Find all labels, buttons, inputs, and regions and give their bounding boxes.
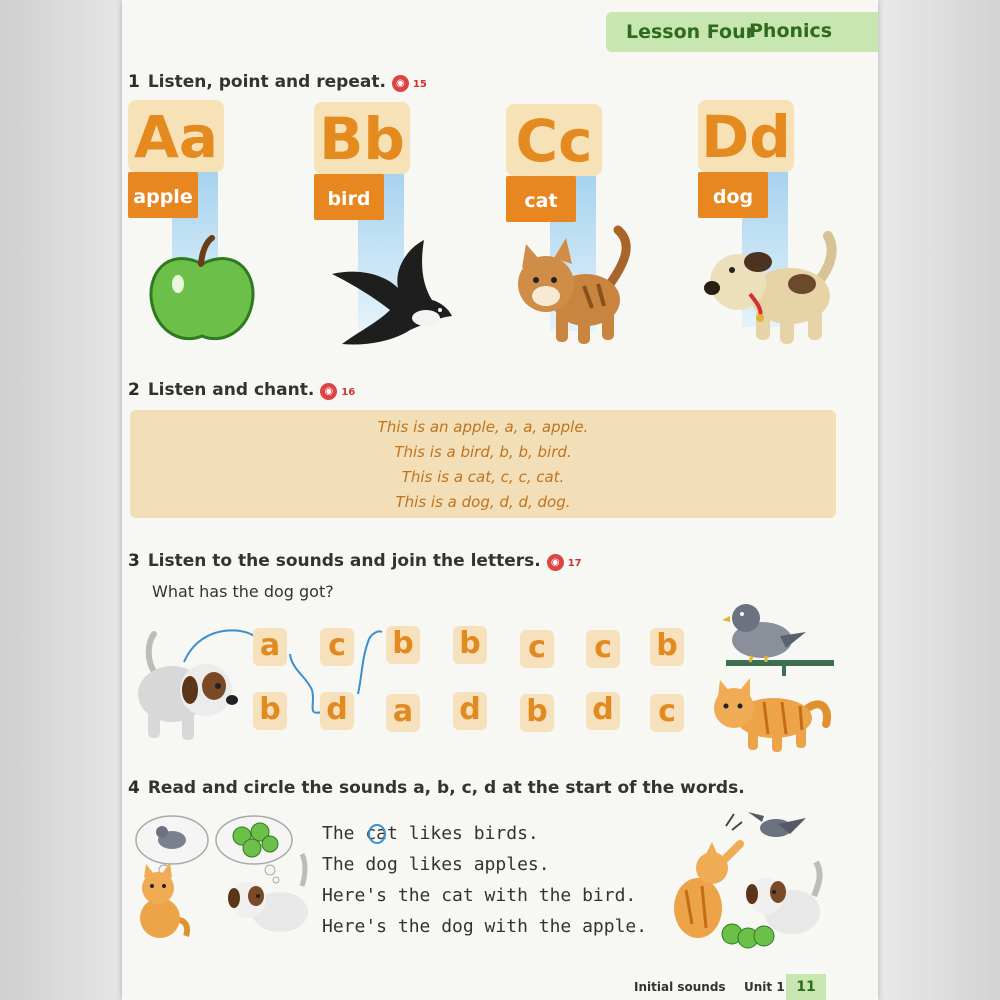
letter-tile[interactable]: b <box>650 628 684 666</box>
lesson-topic: Phonics <box>749 20 833 42</box>
exercise-1-instruction <box>128 72 427 92</box>
exercise-3-question: What has the dog got? <box>152 582 334 601</box>
chant-line: This is a cat, c, c, cat. <box>401 468 565 486</box>
exercise-number: 1 <box>128 72 140 92</box>
book-left-edge <box>0 0 122 1000</box>
thinking-animals-illustration <box>130 812 320 942</box>
chant-box <box>130 410 836 518</box>
cat-icon <box>514 224 634 348</box>
letter-tile[interactable]: b <box>520 694 554 732</box>
letter-tile[interactable]: c <box>586 630 620 668</box>
letter-tile[interactable]: d <box>320 692 354 730</box>
footer-unit: Unit 1 <box>744 980 785 994</box>
letter-tile[interactable]: b <box>453 626 487 664</box>
exercise-number: 2 <box>128 380 140 400</box>
bird-icon <box>726 600 838 680</box>
card-word: apple <box>128 172 198 218</box>
lesson-header <box>606 12 878 52</box>
letter-tile[interactable]: b <box>253 692 287 730</box>
letter-tile[interactable]: a <box>253 628 287 666</box>
letter-tile[interactable]: c <box>650 694 684 732</box>
letter-pair: Bb <box>314 102 410 174</box>
chant-line: This is a dog, d, d, dog. <box>395 493 571 511</box>
exercise-number: 3 <box>128 551 140 571</box>
track-number: 16 <box>341 387 356 398</box>
letter-pair: Cc <box>506 104 602 176</box>
exercise-4-instruction <box>128 778 745 798</box>
letter-tile[interactable]: c <box>320 628 354 666</box>
letter-tile[interactable]: d <box>586 692 620 730</box>
exercise-2-instruction <box>128 380 355 400</box>
textbook-page <box>122 0 878 1000</box>
card-word: bird <box>314 174 384 220</box>
lesson-title: Lesson Four <box>626 21 755 43</box>
cd-audio-icon[interactable]: ◉ <box>547 554 564 571</box>
letter-tile[interactable]: c <box>520 630 554 668</box>
cd-audio-icon[interactable]: ◉ <box>320 383 337 400</box>
apple-icon <box>146 236 258 346</box>
chant-line: This is a bird, b, b, bird. <box>394 443 572 461</box>
letter-pair: Aa <box>128 100 224 172</box>
track-number: 15 <box>412 79 427 90</box>
book-right-edge <box>878 0 1000 1000</box>
instruction-text: Listen to the sounds and join the letters. <box>147 551 541 571</box>
circle-mark-icon <box>366 822 388 846</box>
page-number: 11 <box>786 974 826 1000</box>
sentence[interactable]: Here's the dog with the apple. <box>322 916 648 937</box>
exercise-number: 4 <box>128 778 140 798</box>
track-number: 17 <box>567 558 582 569</box>
chant-line: This is an apple, a, a, apple. <box>377 418 589 436</box>
instruction-text: Listen, point and repeat. <box>147 72 386 92</box>
sentence[interactable]: The dog likes apples. <box>322 854 550 875</box>
dog-icon <box>702 232 842 348</box>
cat-dog-illustration <box>666 812 826 950</box>
letter-tile[interactable]: d <box>453 692 487 730</box>
instruction-text: Listen and chant. <box>147 380 315 400</box>
instruction-text: Read and circle the sounds a, b, c, d at the start of the words. <box>147 778 745 798</box>
card-word: dog <box>698 172 768 218</box>
letter-tile[interactable]: b <box>386 626 420 664</box>
sentence[interactable]: Here's the cat with the bird. <box>322 885 637 906</box>
cd-audio-icon[interactable]: ◉ <box>392 75 409 92</box>
exercise-3-instruction <box>128 551 582 571</box>
letter-pair: Dd <box>698 100 794 172</box>
footer-topic: Initial sounds <box>634 980 726 994</box>
card-word: cat <box>506 176 576 222</box>
cat-icon <box>712 680 834 754</box>
bird-icon <box>328 238 454 346</box>
letter-tile[interactable]: a <box>386 694 420 732</box>
sentence[interactable]: The cat likes birds. <box>322 823 539 844</box>
